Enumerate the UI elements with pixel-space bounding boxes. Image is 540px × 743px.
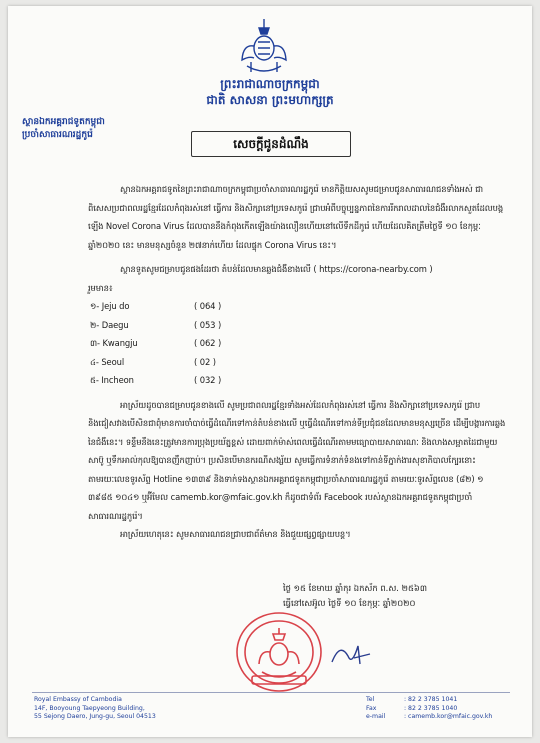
footer-embassy-name: Royal Embassy of Cambodia (34, 696, 122, 703)
embassy-line-1: ស្ថានឯកអគ្គរាជទូតកម្ពុជា (22, 117, 105, 127)
royal-coat-of-arms-icon (237, 16, 291, 76)
footer-email-row (366, 713, 526, 722)
list-item (88, 353, 506, 372)
tel-label: Tel (366, 696, 375, 703)
city-name: ២- Daegu (90, 319, 129, 330)
list-intro: រួមមាន៖ (88, 282, 113, 293)
handwritten-signature-icon (326, 636, 374, 670)
closing-line: អាស្រ័យហេតុនេះ សូមសាធារណជនជ្រាបជាព័ត៌មាន និងជួយផ្សព្វផ្សាយបន្ត។ (120, 529, 351, 539)
area-code: ( 064 ) (194, 301, 222, 311)
footer-address-line-1: 14F, Booyoung Taepyeong Building, (34, 704, 145, 712)
paragraph-1: ស្ថានឯកអគ្គរាជទូតនៃព្រះរាជាណាចក្រកម្ពុជាប្រចាំសាធារណរដ្ឋកូរ៉េ មានកិត្តិយសសូមជម្រាបជូនសាធារណជនទាំងអស់ ជាពិសេសប្រជាពលរដ្ឋខ្មែរដែលកំពុងរស់នៅ ធ្វើការ និងសិក្សានៅប្រទេសកូរ៉េ ជ្រាបអំពីបច្ចុប្បន្នភាពនៃការរីករាលដាលនៃជំងឺរលាកសួតដែលបង្កឡើង Novel Corona Virus ដែលបាននឹងកំពុងកើតឡើងយ៉ាងលឿនហើយនៅលើទឹកដីកូរ៉េ ហើយដែលគិតត្រឹមថ្ងៃទី ១០ ខែកុម្ភៈ ឆ្នាំ២០២០ នេះ មានមនុស្សចំនួន ២៧នាក់ហើយ ដែលផ្ទុក Corona Virus នេះ។ (88, 184, 504, 250)
kingdom-line-1: ព្រះរាជាណាចក្រកម្ពុជា (220, 77, 320, 91)
notice-body (88, 180, 506, 544)
footer-address (34, 696, 234, 722)
notice-title: សេចក្តីជូនដំណឹង (191, 131, 351, 157)
lunar-date: ថ្ងៃ ១៥ ខែមាឃ ឆ្នាំកុរ ឯកស័ក ព.ស. ២៥៦៣ (283, 583, 427, 593)
document-page (8, 6, 532, 737)
city-name: ៤- Seoul (90, 356, 125, 367)
kingdom-heading (158, 76, 382, 108)
footer-contacts (366, 696, 526, 722)
footer-divider (32, 692, 510, 693)
place-date: ធ្វើនៅសេអ៊ូល ថ្ងៃទី ១០ ខែកុម្ភៈ ឆ្នាំ២០២០ (283, 598, 416, 608)
email-value[interactable]: : camemb.kor@mfaic.gov.kh (404, 713, 493, 720)
list-item (88, 316, 506, 335)
fax-label: Fax (366, 704, 377, 712)
tel-value: : 82 2 3785 1041 (404, 696, 458, 703)
footer-tel-row (366, 696, 526, 705)
footer-fax-row (366, 705, 526, 714)
email-link[interactable]: camemb.kor@mfaic.gov.kh (170, 492, 283, 502)
email-label: e-mail (366, 713, 386, 720)
city-name: ១- Jeju do (90, 301, 130, 311)
date-block (283, 581, 513, 611)
area-code: ( 053 ) (194, 319, 222, 330)
area-code: ( 032 ) (194, 375, 222, 385)
list-item (88, 297, 506, 316)
embassy-heading (22, 116, 172, 142)
embassy-line-2: ប្រចាំសាធារណរដ្ឋកូរ៉េ (22, 130, 93, 140)
paragraph-3 (88, 396, 506, 526)
paragraph-3-tail: ក៏ដូចជាទំព័រ Facebook របស់ស្ថានឯកអគ្គរាជទូតកម្ពុជាប្រចាំសាធារណរដ្ឋកូរ៉េ។ (88, 492, 473, 521)
city-list (88, 297, 506, 390)
fax-value: : 82 2 3785 1040 (404, 704, 458, 712)
list-item (88, 334, 506, 353)
paragraph-2: ស្ថានទូតសូមជម្រាបជូនផងដែរថា តំបន់ដែលមានឆ្លងជំងឺខាងលើ ( https://corona-nearby.com ) (120, 264, 433, 274)
list-item (88, 371, 506, 390)
area-code: ( 02 ) (194, 356, 216, 367)
area-code: ( 062 ) (194, 338, 222, 348)
city-name: ៣- Kwangju (90, 338, 138, 348)
city-name: ៥- Incheon (90, 375, 134, 385)
paragraph-3-text: អាស្រ័យដូចបានជម្រាបជូនខាងលើ សូមប្រជាពលរដ្ឋខ្មែរទាំងអស់ដែលកំពុងរស់នៅ ធ្វើការ និងសិក្សានៅប្រទេសកូរ៉េ ជ្រាប និងជៀសវាងបើសិនជាពុំមានការចាំបាច់ធ្វើដំណើរទៅកាន់តំបន់ខាងលើ ឬធ្វើដំណើរទៅកាន់ទីប្រជុំជនដែលមានមនុស្សច្រើន ដើម្បីបង្ការការឆ្លងនៃជំងឺនេះ។ ទន្ទឹមនឹងនេះត្រូវមានការប្រុងប្រយ័ត្នខ្ពស់ ដោយពាក់ម៉ាស់ពេលធ្វើដំណើរតាមមធ្យោបាយសាធារណៈ និងលាងសម្អាតដៃជាមួយសាប៊ូ ឬទឹកអាល់កុលឱ្យបានញឹកញាប់។ ប្រសិនបើមានករណីសង្ស័យ សូមធ្វើការទំនាក់ទំនងទៅកាន់ទីភ្នាក់ងារសុខាភិបាលក្បែរនោះ តាមរយៈលេខទូរស័ព្ទ Hotline ១៣៣៩ និងទាក់ទងស្ថានឯកអគ្គរាជទូតកម្ពុជាប្រចាំសាធារណរដ្ឋកូរ៉េ តាមរយៈទូរស័ព្ទលេខ (៨២) ១ ៣៩៨៥ ១០៤១ ឬអ៊ីមែល (88, 399, 506, 502)
embassy-stamp-icon (234, 610, 324, 696)
kingdom-line-2: ជាតិ សាសនា ព្រះមហាក្សត្រ (206, 93, 334, 107)
footer-address-line-2: 55 Sejong Daero, Jung-gu, Seoul 04513 (34, 713, 156, 720)
